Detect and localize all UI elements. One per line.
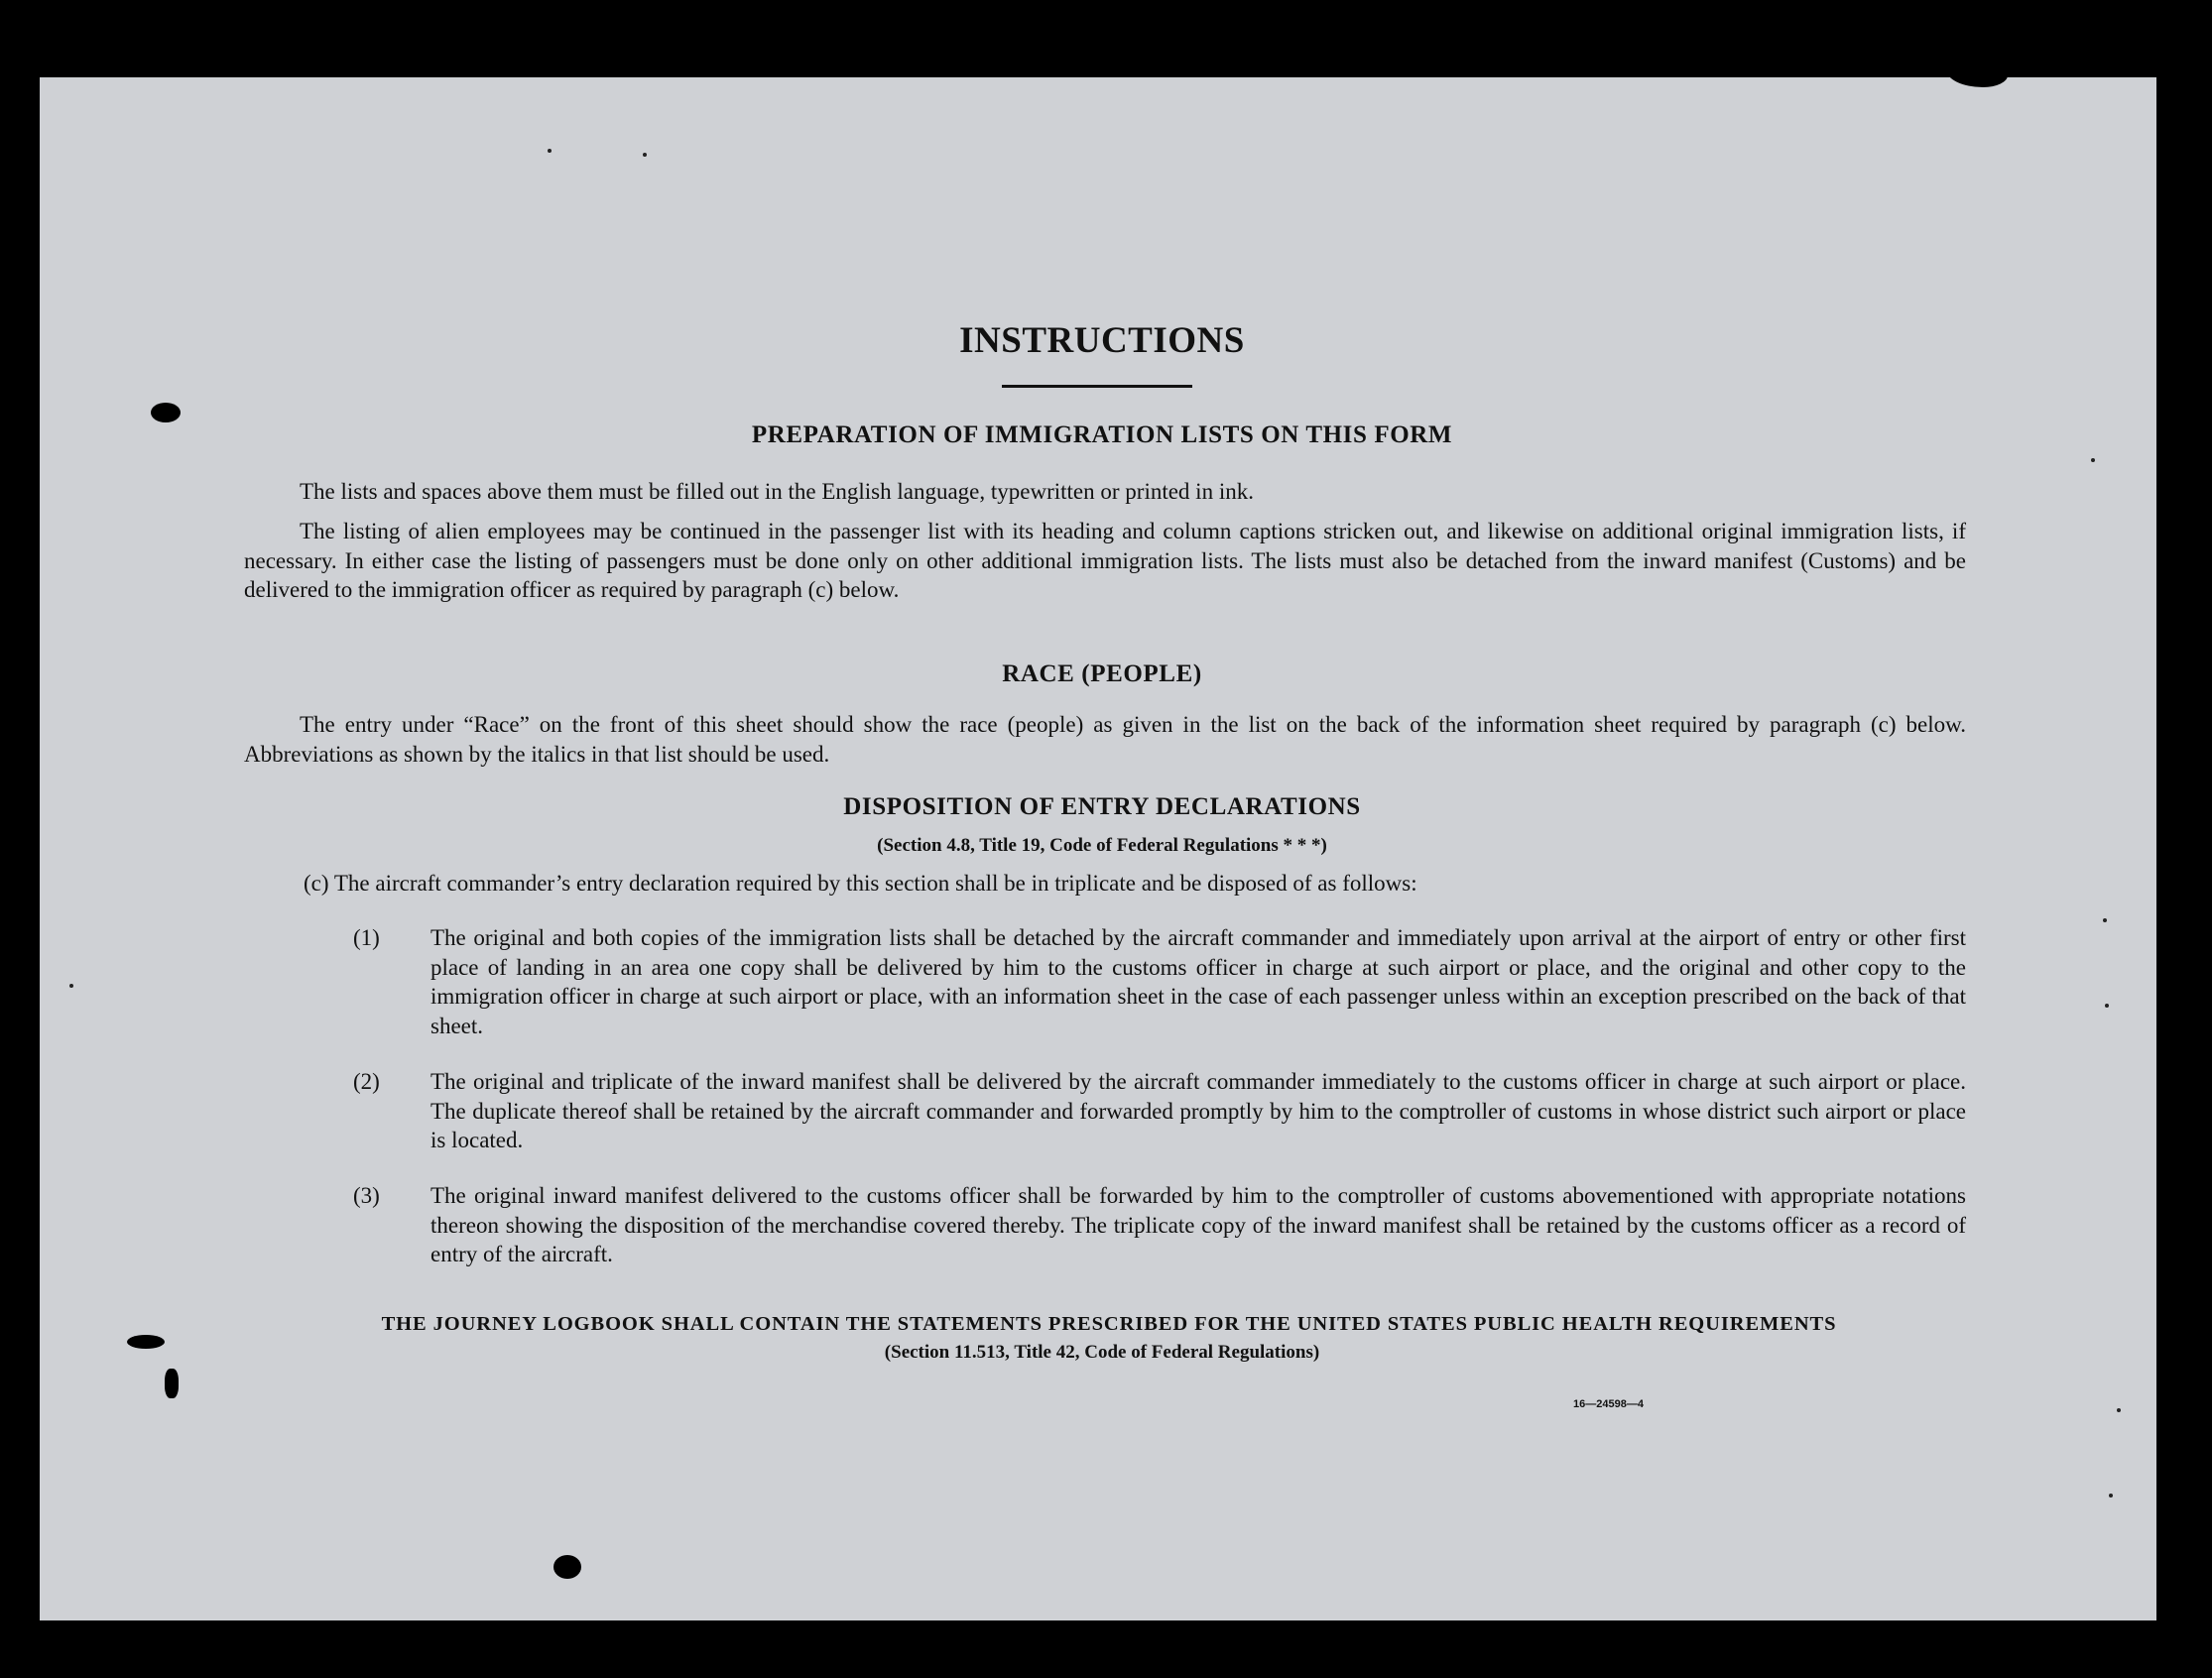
disposition-item-2 xyxy=(353,1067,1966,1155)
race-heading: RACE (PEOPLE) xyxy=(1002,660,1202,687)
speck xyxy=(2117,1408,2121,1412)
ink-blot xyxy=(553,1555,581,1579)
speck xyxy=(548,149,552,153)
item-number: (1) xyxy=(353,925,380,950)
item-text: The original inward manifest delivered to the customs officer shall be forwarded by him to the comptroller of customs abovementioned with appropriate notations thereon showing the disposition of the merchandise covered thereby. The triplicate copy of the inward manifest shall be retained by the customs officer as a record of entry of the aircraft. xyxy=(430,1183,1966,1266)
disposition-item-3 xyxy=(353,1181,1966,1269)
speck xyxy=(2109,1494,2113,1498)
item-text: The original and triplicate of the inward manifest shall be delivered by the aircraft commander immediately to the customs officer in charge at such airport or place. The duplicate thereof shall be retained by the aircraft commander and forwarded promptly by him to the comptroller of customs in whose district such airport or place is located. xyxy=(430,1069,1966,1152)
speck xyxy=(69,984,73,988)
speck xyxy=(643,153,647,157)
speck xyxy=(2103,918,2107,922)
item-number: (3) xyxy=(353,1183,380,1208)
race-paragraph: The entry under “Race” on the front of this sheet should show the race (people) as given in the list on the back of the information sheet required by paragraph (c) below. Abbreviations as shown by the italics in that list should be used. xyxy=(244,712,1966,767)
disposition-heading: DISPOSITION OF ENTRY DECLARATIONS xyxy=(843,793,1361,820)
preparation-paragraph-2: The listing of alien employees may be continued in the passenger list with its heading and column captions stricken out, and likewise on additional original immigration lists, if necessary. In either case the listing of passengers must be done only on other additional immigration lists. The lists must also be detached from the inward manifest (Customs) and be delivered to the immigration officer as required by paragraph (c) below. xyxy=(244,519,1966,602)
preparation-paragraph-1: The lists and spaces above them must be filled out in the English language, typewritten or printed in ink. xyxy=(300,479,1254,504)
ink-blot xyxy=(127,1335,165,1349)
disposition-citation: (Section 4.8, Title 19, Code of Federal Regulations * * *) xyxy=(877,835,1327,856)
item-text: The original and both copies of the immigration lists shall be detached by the aircraft commander and immediately upon arrival at the airport of entry or other first place of landing in an area one copy shall be delivered by him to the customs officer in charge at such airport or place, and the original and other copy to the immigration officer in charge at such airport or place, with an information sheet in the case of each passenger unless within an exception prescribed on the back of that sheet. xyxy=(430,925,1966,1038)
logbook-notice: THE JOURNEY LOGBOOK SHALL CONTAIN THE STATEMENTS PRESCRIBED FOR THE UNITED STATES PUBLIC HEALTH REQUIREMENTS xyxy=(381,1313,1837,1335)
logbook-citation: (Section 11.513, Title 42, Code of Federal Regulations) xyxy=(884,1342,1320,1363)
disposition-intro: (c) The aircraft commander’s entry declaration required by this section shall be in triplicate and be disposed of as follows: xyxy=(304,871,1417,896)
preparation-heading: PREPARATION OF IMMIGRATION LISTS ON THIS FORM xyxy=(751,421,1453,448)
title-underline xyxy=(1002,385,1192,388)
page-title: INSTRUCTIONS xyxy=(959,320,1245,361)
speck xyxy=(2091,458,2095,462)
speck xyxy=(2105,1004,2109,1008)
form-number: 16—24598—4 xyxy=(1573,1398,1644,1410)
ink-blot xyxy=(151,403,181,422)
ink-blot xyxy=(165,1369,179,1398)
item-number: (2) xyxy=(353,1069,380,1094)
disposition-item-1 xyxy=(353,923,1966,1040)
